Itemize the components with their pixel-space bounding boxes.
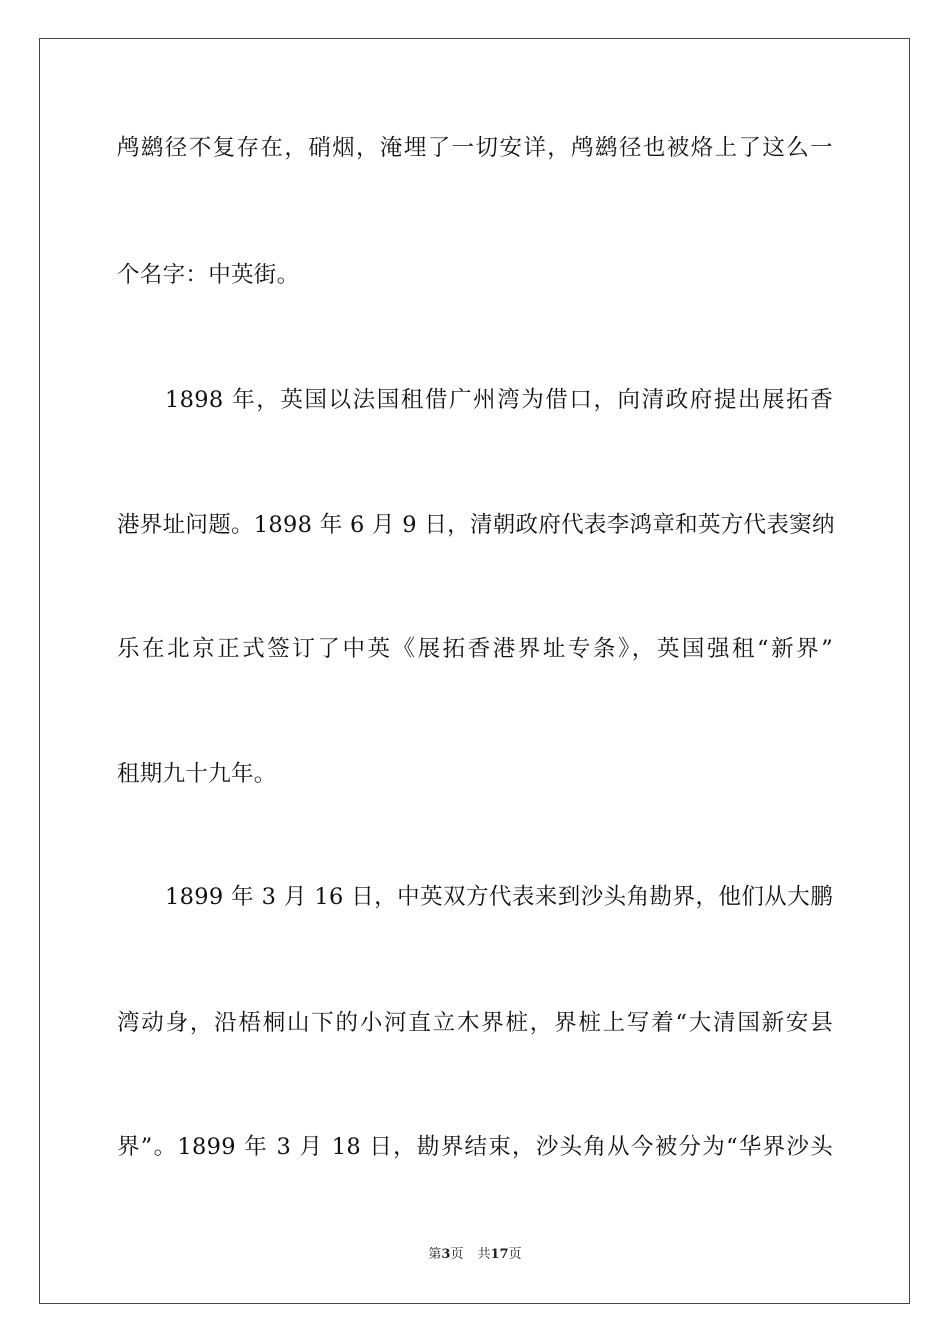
footer-total-suffix: 页 bbox=[508, 1247, 522, 1262]
text-line-8: 湾动身，沿梧桐山下的小河直立木界桩，界桩上写着“大清国新安县 bbox=[117, 1010, 833, 1036]
footer-total-prefix: 共 bbox=[477, 1247, 491, 1262]
footer-page-number: 3 bbox=[441, 1247, 451, 1262]
text-line-3: 1898 年，英国以法国租借广州湾为借口，向清政府提出展拓香 bbox=[165, 387, 833, 413]
page-footer bbox=[0, 1246, 950, 1264]
footer-total-pages: 17 bbox=[490, 1247, 509, 1262]
text-line-6: 租期九十九年。 bbox=[117, 761, 277, 787]
text-line-4: 港界址问题。1898 年 6 月 9 日，清朝政府代表李鸿章和英方代表窦纳 bbox=[117, 512, 835, 538]
text-line-1: 鸬鹚径不复存在，硝烟，淹埋了一切安详，鸬鹚径也被烙上了这么一 bbox=[117, 135, 833, 161]
text-line-7: 1899 年 3 月 16 日，中英双方代表来到沙头角勘界，他们从大鹏 bbox=[165, 884, 833, 910]
text-line-5: 乐在北京正式签订了中英《展拓香港界址专条》，英国强租“新界” bbox=[117, 636, 833, 662]
footer-page-prefix: 第 bbox=[428, 1247, 442, 1262]
footer-page-suffix: 页 bbox=[450, 1247, 464, 1262]
page-border bbox=[39, 38, 910, 1304]
text-line-9: 界”。1899 年 3 月 18 日，勘界结束，沙头角从今被分为“华界沙头 bbox=[117, 1134, 833, 1160]
text-line-2: 个名字：中英街。 bbox=[117, 262, 300, 288]
